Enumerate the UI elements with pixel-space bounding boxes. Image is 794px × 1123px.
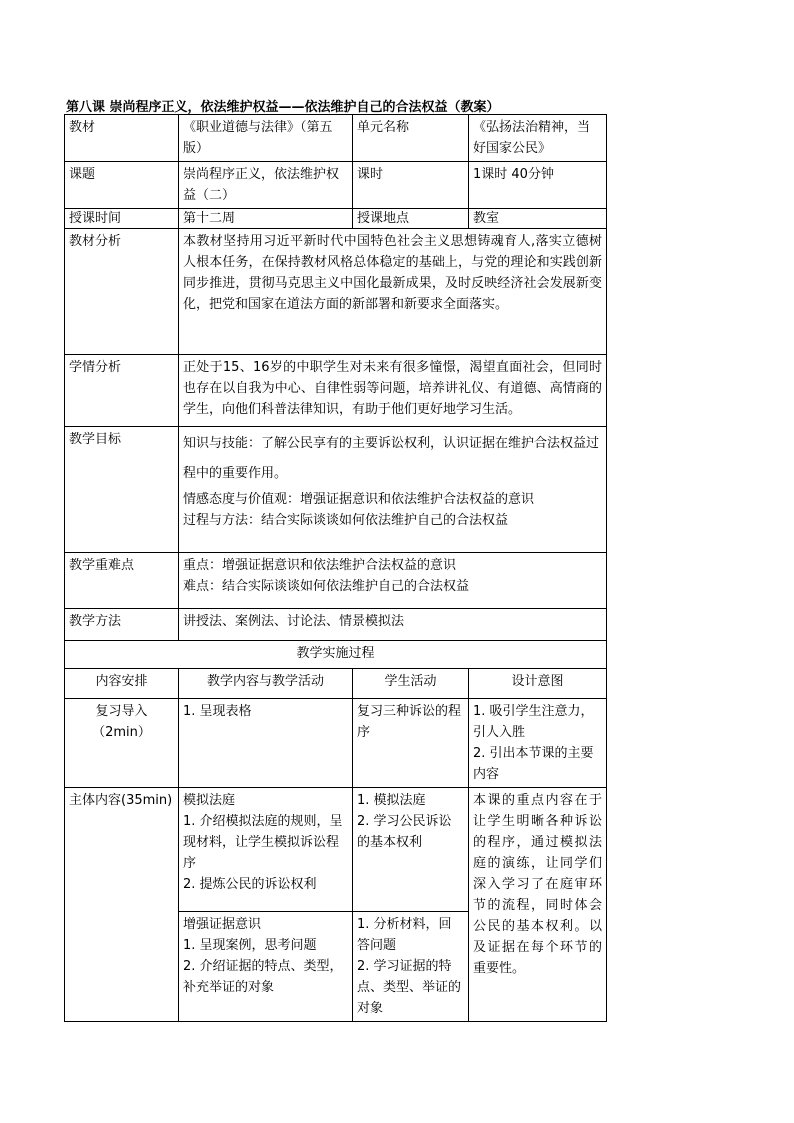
objective-knowledge: 知识与技能：了解公民享有的主要诉讼权利，认识证据在维护合法权益过程中的重要作用。 (183, 436, 600, 481)
main-content-a-item: 1. 介绍模拟法庭的规则，呈现材料，让学生模拟诉讼程序 (183, 814, 343, 871)
document-title: 第八课 崇尚程序正义，依法维护权益——依法维护自己的合法权益（教案） (66, 100, 500, 115)
review-content-item: 1. 呈现表格 (183, 704, 252, 719)
main-student-a-item: 1. 模拟法庭 (357, 793, 426, 808)
value-methods: 讲授法、案例法、讨论法、情景模拟法 (179, 609, 607, 641)
value-student-analysis: 正处于15、16岁的中职学生对未来有很多憧憬，渴望直面社会，但同时也存在以自我为中心、自律性弱等问题，培养讲礼仪、有道德、高情商的学生，向他们科普法律知识，有助于他们更好地学习生活。 (179, 355, 607, 427)
main-content-a (179, 788, 353, 912)
main-intent: 本课的重点内容在于让学生明晰各种诉讼的程序，通过模拟法庭的演练，让同学们深入学习了在庭审环节的流程，同时体会公民的基本权利。以及证据在每个环节的重要性。 (469, 788, 607, 1022)
label-key-points: 教学重难点 (65, 553, 179, 609)
label-material-analysis: 教材分析 (65, 229, 179, 355)
value-textbook: 《职业道德与法律》（第五版） (179, 115, 353, 162)
review-intent (469, 699, 607, 788)
key-point: 重点：增强证据意识和依法维护合法权益的意识 (183, 558, 457, 573)
row-objectives (65, 427, 607, 553)
value-teaching-time: 第十二周 (179, 209, 353, 229)
row-topic (65, 162, 607, 209)
review-student-item: 复习三种诉讼的程序 (357, 704, 462, 740)
row-time-place (65, 209, 607, 229)
header-design-intent: 设计意图 (469, 669, 607, 699)
process-title: 教学实施过程 (65, 641, 607, 669)
main-student-b (353, 912, 469, 1022)
value-unit-name: 《弘扬法治精神，当好国家公民》 (469, 115, 607, 162)
header-content-activity: 教学内容与教学活动 (179, 669, 353, 699)
review-intent-item: 1. 吸引学生注意力，引人入胜 (473, 704, 594, 740)
row-process-headers (65, 669, 607, 699)
label-methods: 教学方法 (65, 609, 179, 641)
main-student-a (353, 788, 469, 912)
label-teaching-place: 授课地点 (353, 209, 469, 229)
lesson-plan-table (64, 114, 607, 1022)
label-teaching-time: 授课时间 (65, 209, 179, 229)
row-methods (65, 609, 607, 641)
main-student-b-item: 1. 分析材料，回答问题 (357, 917, 452, 953)
row-review (65, 699, 607, 788)
label-class-hours: 课时 (353, 162, 469, 209)
value-key-points (179, 553, 607, 609)
main-content-a-item: 模拟法庭 (183, 793, 236, 808)
label-topic: 课题 (65, 162, 179, 209)
header-student-activity: 学生活动 (353, 669, 469, 699)
value-teaching-place: 教室 (469, 209, 607, 229)
label-unit-name: 单元名称 (353, 115, 469, 162)
review-section-label: 复习导入 (95, 704, 148, 719)
row-main-a (65, 788, 607, 912)
value-objectives (179, 427, 607, 553)
review-section-time: （2min） (92, 725, 151, 740)
main-content-b-item: 1. 呈现案例，思考问题 (183, 938, 317, 953)
label-textbook: 教材 (65, 115, 179, 162)
objective-attitude: 情感态度与价值观：增强证据意识和依法维护合法权益的意识 (183, 492, 535, 507)
row-process-title (65, 641, 607, 669)
main-student-b-item: 2. 学习证据的特点、类型、举证的对象 (357, 959, 462, 1016)
review-student (353, 699, 469, 788)
row-key-points (65, 553, 607, 609)
value-material-analysis: 本教材坚持用习近平新时代中国特色社会主义思想铸魂育人,落实立德树人根本任务，在保持教材风格总体稳定的基础上，与党的理论和实践创新同步推进，贯彻马克思主义中国化最新成果，及时反映经济社会发展新变化，把党和国家在道法方面的新部署和新要求全面落实。 (179, 229, 607, 355)
main-student-a-item: 2. 学习公民诉讼的基本权利 (357, 814, 452, 850)
difficult-point: 难点：结合实际谈谈如何依法维护自己的合法权益 (183, 579, 470, 594)
row-student-analysis (65, 355, 607, 427)
main-section: 主体内容(35min) (65, 788, 179, 1022)
main-content-b-item: 增强证据意识 (183, 917, 262, 932)
review-intent-item: 2. 引出本节课的主要内容 (473, 746, 594, 782)
label-student-analysis: 学情分析 (65, 355, 179, 427)
row-material-analysis (65, 229, 607, 355)
review-section (65, 699, 179, 788)
row-textbook (65, 115, 607, 162)
value-topic: 崇尚程序正义，依法维护权益（二） (179, 162, 353, 209)
review-content (179, 699, 353, 788)
objective-process: 过程与方法：结合实际谈谈如何依法维护自己的合法权益 (183, 513, 509, 528)
main-content-b-item: 2. 介绍证据的特点、类型，补充举证的对象 (183, 959, 343, 995)
value-class-hours: 1课时 40分钟 (469, 162, 607, 209)
label-objectives: 教学目标 (65, 427, 179, 553)
main-content-a-item: 2. 提炼公民的诉讼权利 (183, 877, 317, 892)
main-content-b (179, 912, 353, 1022)
header-arrangement: 内容安排 (65, 669, 179, 699)
